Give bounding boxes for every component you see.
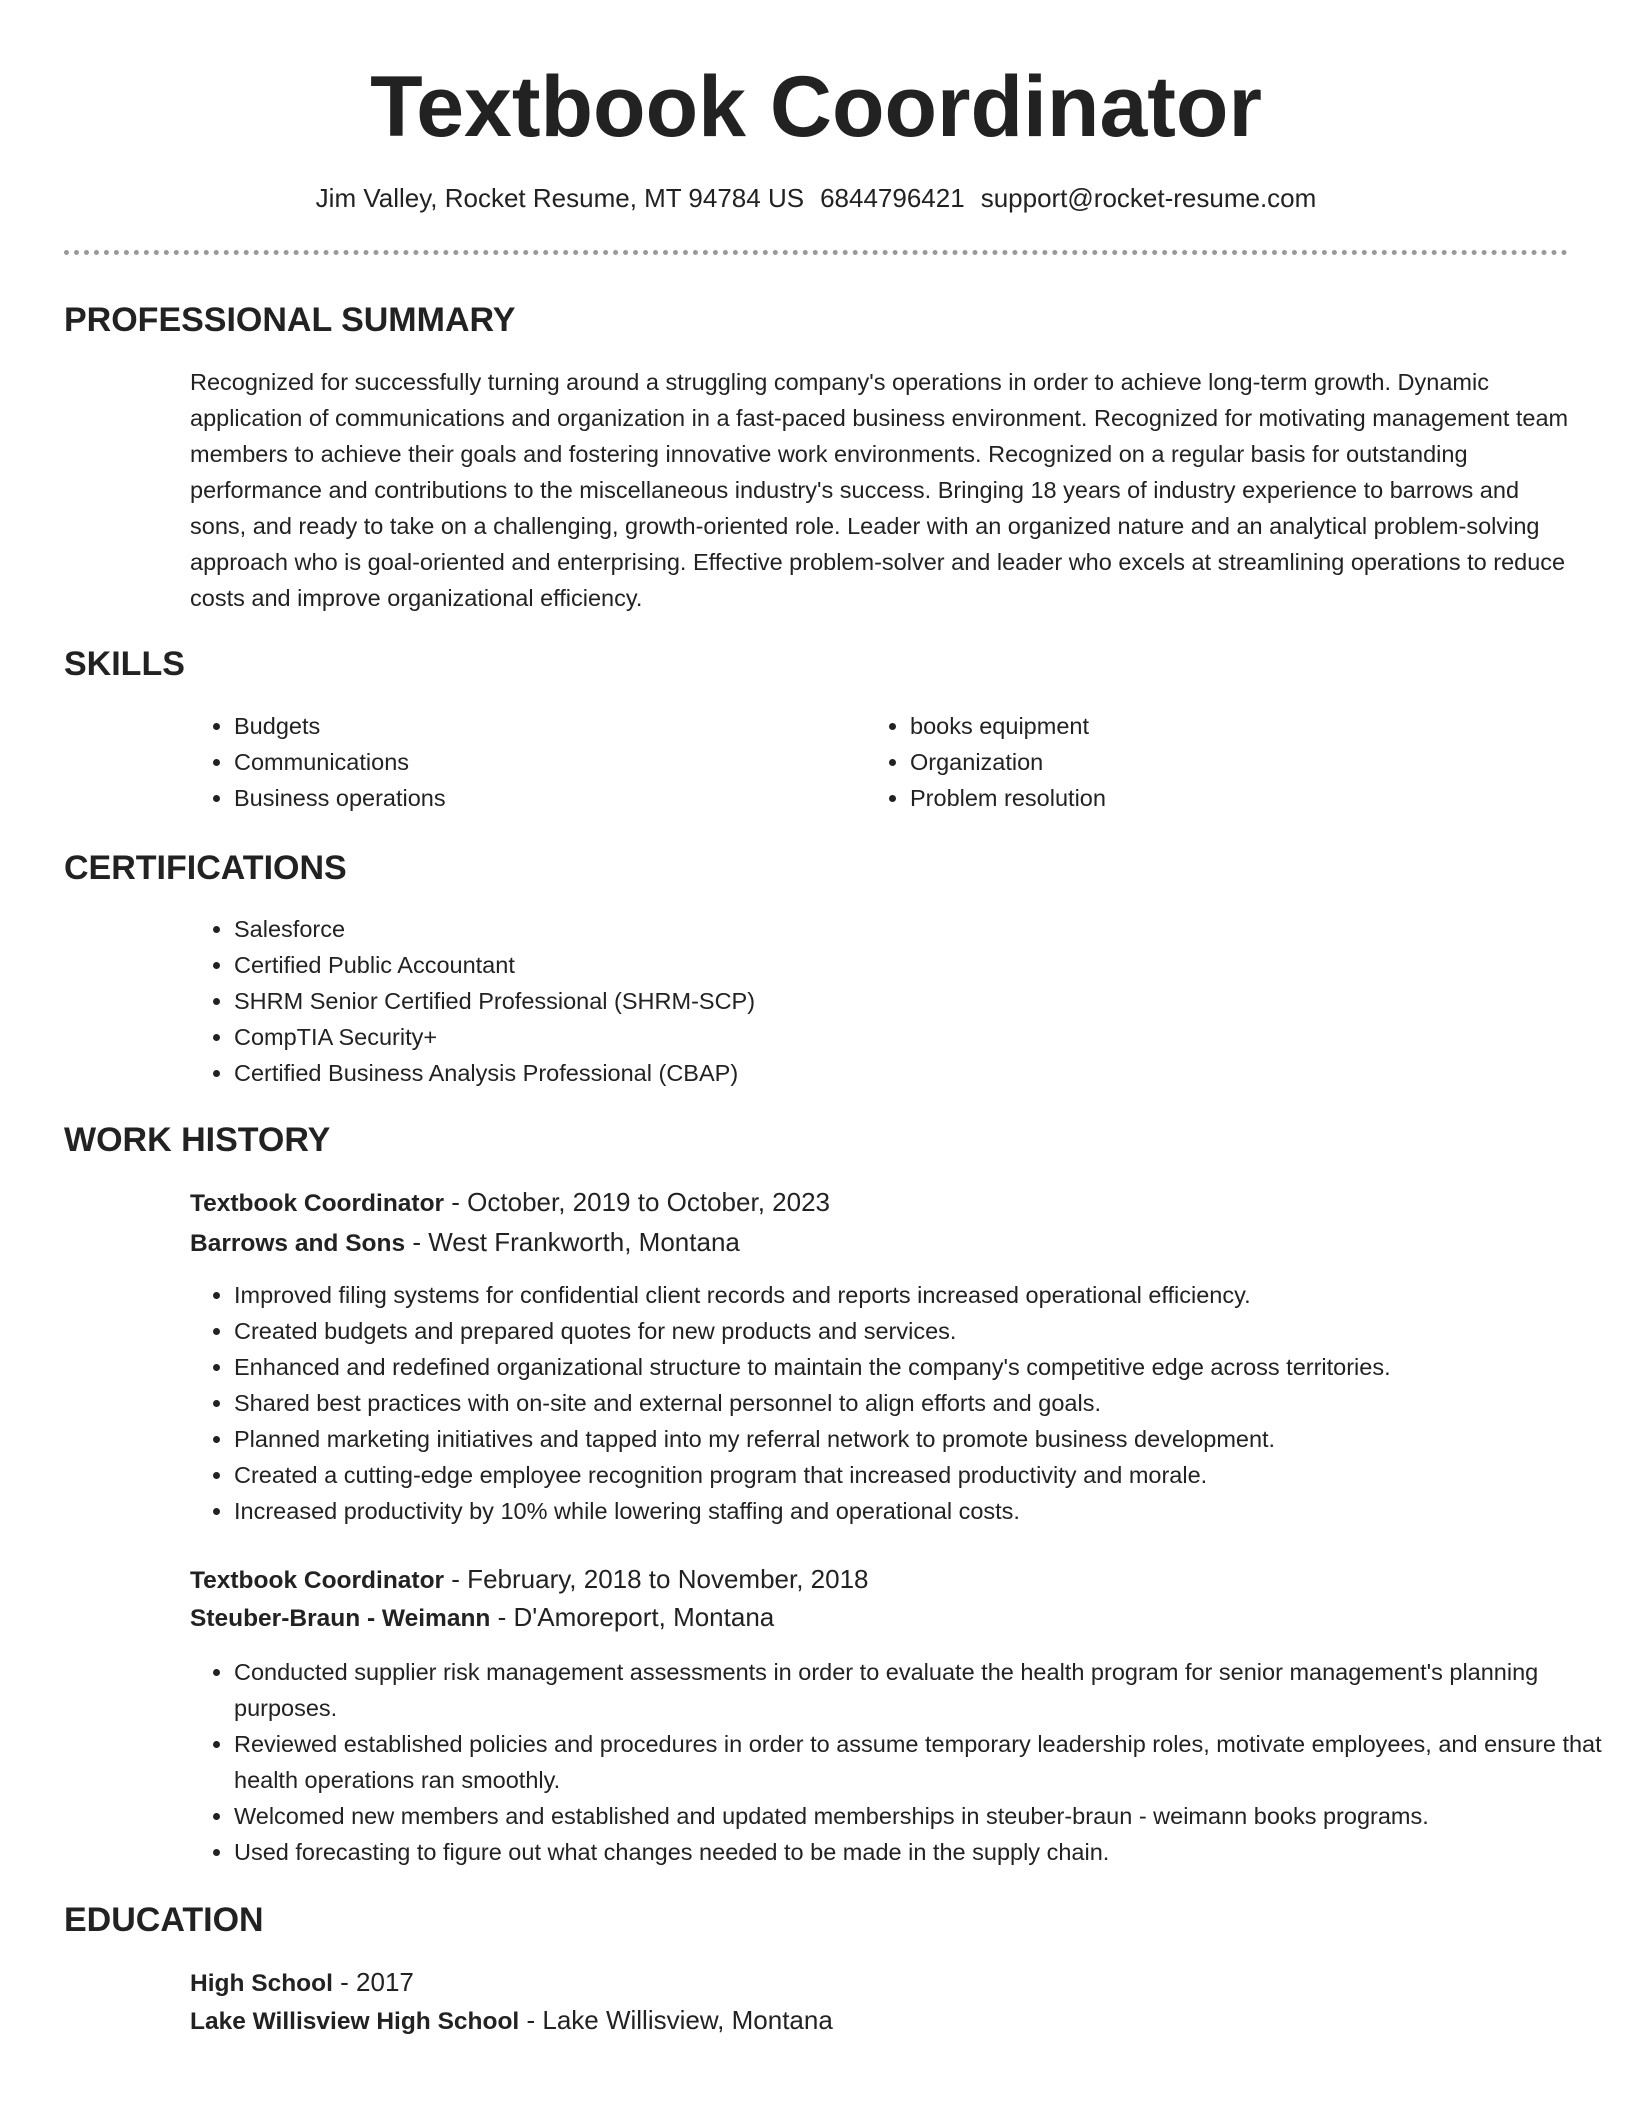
job-1-bullets	[190, 1277, 1614, 1529]
skill-item: • Communications	[234, 744, 854, 780]
job-2-company: Steuber-Braun - Weimann	[190, 1605, 491, 1632]
education-degree: High School	[190, 1970, 333, 1997]
job-1-company: Barrows and Sons	[190, 1230, 406, 1257]
summary-text: Recognized for successfully turning around a struggling company's operations in order to achieve long-term growth. Dynamic application of communications and organization in a fast-paced business environment. Recognized for motivating management team members to achieve their goals and fostering innovative work environments. Recognized on a regular basis for outstanding performance and contributions to the miscellaneous industry's success. Bringing 18 years of industry experience to barrows and sons, and ready to take on a challenging, growth-oriented role. Leader with an organized nature and an analytical problem-solving approach who is goal-oriented and enterprising. Effective problem-solver and leader who excels at streamlining operations to reduce costs and improve organizational efficiency.	[190, 369, 1569, 611]
job-bullet: • Reviewed established policies and procedures in order to assume temporary leadership roles, motivate employees, and ensure that health operations ran smoothly.	[234, 1726, 1614, 1798]
contact-phone: 6844796421	[820, 183, 965, 213]
certification-item: • Salesforce	[234, 911, 1534, 947]
skills-heading: SKILLS	[64, 645, 185, 683]
job-bullet: • Increased productivity by 10% while lowering staffing and operational costs.	[234, 1493, 1614, 1529]
contact-line	[0, 180, 1632, 216]
summary-heading: PROFESSIONAL SUMMARY	[64, 301, 516, 339]
work-history-heading: WORK HISTORY	[64, 1121, 331, 1159]
job-bullet: • Improved filing systems for confidential client records and reports increased operational efficiency.	[234, 1277, 1614, 1313]
job-2-dates: - February, 2018 to November, 2018	[444, 1564, 869, 1594]
education-location: - Lake Willisview, Montana	[519, 2005, 833, 2035]
skill-item: • Organization	[910, 744, 1530, 780]
header-divider	[64, 250, 1568, 255]
job-bullet: • Planned marketing initiatives and tapped into my referral network to promote business development.	[234, 1421, 1614, 1457]
skill-item: • Business operations	[234, 780, 854, 816]
education-school: Lake Willisview High School	[190, 2008, 520, 2035]
certification-item: • Certified Business Analysis Professional (CBAP)	[234, 1055, 1534, 1091]
job-1-title: Textbook Coordinator	[190, 1190, 445, 1217]
certification-item: • Certified Public Accountant	[234, 947, 1534, 983]
contact-address: Jim Valley, Rocket Resume, MT 94784 US	[315, 183, 805, 213]
skills-list-right	[866, 708, 1530, 816]
contact-email[interactable]: support@rocket-resume.com	[980, 183, 1317, 213]
job-bullet: • Welcomed new members and established and updated memberships in steuber-braun - weimann books programs.	[234, 1798, 1614, 1834]
certification-item: • SHRM Senior Certified Professional (SHRM-SCP)	[234, 983, 1534, 1019]
job-bullet: • Created budgets and prepared quotes for new products and services.	[234, 1313, 1614, 1349]
job-1-dates: - October, 2019 to October, 2023	[444, 1187, 830, 1217]
certifications-heading: CERTIFICATIONS	[64, 849, 347, 887]
resume-title: Textbook Coordinator	[370, 59, 1262, 155]
education-school-line	[190, 2002, 833, 2040]
education-heading: EDUCATION	[64, 1901, 264, 1939]
job-2-location: - D'Amoreport, Montana	[490, 1602, 775, 1632]
job-bullet: • Used forecasting to figure out what changes needed to be made in the supply chain.	[234, 1834, 1614, 1870]
certification-item: • CompTIA Security+	[234, 1019, 1534, 1055]
job-1-title-line	[190, 1184, 830, 1222]
job-1-company-line	[190, 1224, 740, 1262]
job-2-title-line	[190, 1561, 869, 1599]
job-bullet: • Created a cutting-edge employee recognition program that increased productivity and morale.	[234, 1457, 1614, 1493]
skill-item: • Budgets	[234, 708, 854, 744]
job-2-bullets	[190, 1654, 1614, 1870]
job-1-location: - West Frankworth, Montana	[405, 1227, 740, 1257]
education-year: - 2017	[332, 1967, 414, 1997]
education-degree-line	[190, 1964, 414, 2002]
skill-item: • books equipment	[910, 708, 1530, 744]
skill-item: • Problem resolution	[910, 780, 1530, 816]
certifications-list	[190, 911, 1534, 1091]
job-bullet: • Shared best practices with on-site and external personnel to align efforts and goals.	[234, 1385, 1614, 1421]
job-2-company-line	[190, 1599, 774, 1637]
job-bullet: • Enhanced and redefined organizational structure to maintain the company's competitive edge across territories.	[234, 1349, 1614, 1385]
job-2-title: Textbook Coordinator	[190, 1567, 445, 1594]
skills-list-left	[190, 708, 854, 816]
job-bullet: • Conducted supplier risk management assessments in order to evaluate the health program for senior management's planning purposes.	[234, 1654, 1614, 1726]
